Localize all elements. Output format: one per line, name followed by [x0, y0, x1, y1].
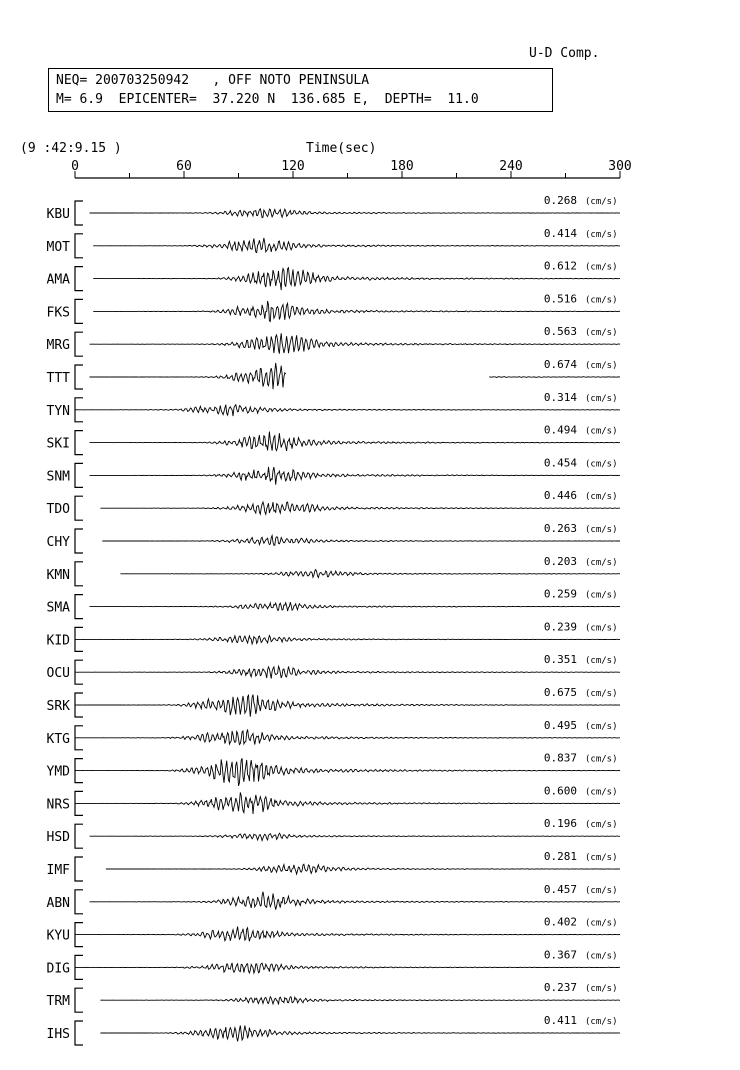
amplitude-unit-label: (cm/s) — [585, 721, 618, 732]
amplitude-unit-label: (cm/s) — [585, 656, 618, 667]
station-label: KID — [46, 633, 70, 649]
waveform-trace — [75, 729, 620, 744]
station-label: FKS — [46, 305, 70, 321]
station-scale-bracket — [75, 299, 83, 323]
peak-amplitude-label: 0.402 — [543, 915, 577, 929]
waveform-trace — [75, 758, 620, 786]
station-scale-bracket — [75, 201, 83, 225]
station-scale-bracket — [75, 463, 83, 487]
station-label: KTG — [46, 731, 70, 747]
station-label: TDO — [46, 502, 70, 518]
waveform-trace — [75, 636, 620, 644]
amplitude-unit-label: (cm/s) — [585, 328, 618, 339]
station-scale-bracket — [75, 234, 83, 258]
station-label: SMA — [46, 600, 70, 616]
station-label: OCU — [46, 666, 70, 682]
station-label: SRK — [46, 699, 70, 714]
station-scale-bracket — [75, 332, 83, 356]
amplitude-unit-label: (cm/s) — [585, 820, 618, 831]
amplitude-unit-label: (cm/s) — [585, 557, 618, 568]
peak-amplitude-label: 0.612 — [543, 259, 577, 273]
station-label: NRS — [46, 797, 70, 813]
station-scale-bracket — [75, 595, 83, 619]
station-label: SKI — [46, 436, 70, 452]
peak-amplitude-label: 0.281 — [543, 850, 577, 863]
station-scale-bracket — [75, 857, 83, 881]
station-label: AMA — [46, 272, 70, 288]
station-label: DIG — [46, 961, 70, 977]
amplitude-unit-label: (cm/s) — [585, 426, 618, 437]
station-label: KBU — [46, 207, 70, 222]
amplitude-unit-label: (cm/s) — [585, 951, 618, 962]
amplitude-unit-label: (cm/s) — [585, 197, 618, 207]
station-label: IHS — [46, 1027, 70, 1042]
waveform-trace — [90, 432, 621, 451]
amplitude-unit-label: (cm/s) — [585, 590, 618, 601]
amplitude-unit-label: (cm/s) — [585, 984, 618, 995]
peak-amplitude-label: 0.196 — [543, 817, 577, 831]
station-label: TYN — [46, 403, 70, 419]
peak-amplitude-label: 0.268 — [543, 194, 577, 207]
waveform-trace — [120, 570, 620, 578]
amplitude-unit-label: (cm/s) — [585, 853, 618, 863]
waveform-trace — [75, 695, 620, 717]
peak-amplitude-label: 0.237 — [543, 981, 577, 995]
peak-amplitude-label: 0.414 — [543, 226, 577, 240]
station-scale-bracket — [75, 988, 83, 1012]
amplitude-unit-label: (cm/s) — [585, 262, 618, 273]
station-label: MOT — [46, 239, 70, 255]
station-label: TRM — [46, 994, 70, 1010]
amplitude-unit-label: (cm/s) — [585, 885, 618, 896]
station-label: CHY — [46, 535, 70, 550]
time-tick-label: 0 — [71, 159, 79, 174]
station-label: KYU — [46, 928, 70, 944]
amplitude-unit-label: (cm/s) — [585, 787, 618, 798]
event-line-1: NEQ= 200703250942 , OFF NOTO PENINSULA — [56, 73, 370, 88]
waveform-trace — [100, 502, 620, 514]
time-tick-label: 300 — [608, 159, 632, 174]
waveform-trace — [75, 927, 620, 942]
peak-amplitude-label: 0.600 — [543, 784, 577, 798]
amplitude-unit-label: (cm/s) — [585, 492, 618, 503]
station-label: TTT — [46, 371, 70, 386]
station-label: IMF — [46, 863, 70, 878]
amplitude-unit-label: (cm/s) — [585, 1017, 618, 1027]
waveform-trace — [90, 892, 621, 910]
amplitude-unit-label: (cm/s) — [585, 459, 618, 470]
amplitude-unit-label: (cm/s) — [585, 754, 618, 765]
time-tick-label: 240 — [499, 159, 523, 174]
station-scale-bracket — [75, 529, 83, 553]
waveform-trace — [90, 333, 621, 353]
amplitude-unit-label: (cm/s) — [585, 689, 618, 699]
station-label: HSD — [46, 830, 70, 846]
waveform-trace — [100, 1026, 620, 1042]
waveform-trace — [75, 792, 620, 814]
peak-amplitude-label: 0.314 — [543, 390, 577, 404]
peak-amplitude-label: 0.203 — [543, 554, 577, 568]
peak-amplitude-label: 0.457 — [543, 882, 577, 896]
peak-amplitude-label: 0.516 — [543, 292, 577, 306]
amplitude-unit-label: (cm/s) — [585, 229, 618, 240]
waveform-trace — [93, 301, 620, 322]
station-label: MRG — [46, 338, 70, 354]
peak-amplitude-label: 0.495 — [543, 718, 577, 732]
peak-amplitude-label: 0.454 — [543, 456, 577, 470]
waveform-trace — [102, 536, 620, 546]
amplitude-unit-label: (cm/s) — [585, 623, 618, 634]
waveform-trace — [90, 363, 621, 389]
waveform-trace — [75, 405, 620, 416]
waveform-trace — [90, 209, 621, 218]
peak-amplitude-label: 0.239 — [543, 620, 577, 634]
peak-amplitude-label: 0.674 — [543, 358, 577, 371]
waveform-trace — [106, 864, 620, 874]
waveform-trace — [90, 467, 621, 485]
peak-amplitude-label: 0.563 — [543, 325, 577, 339]
peak-amplitude-label: 0.263 — [543, 522, 577, 535]
waveform-trace — [93, 268, 620, 290]
waveform-trace — [75, 963, 620, 973]
component-label: U-D Comp. — [529, 46, 600, 61]
peak-amplitude-label: 0.259 — [543, 587, 577, 601]
station-label: SNM — [46, 469, 70, 485]
x-axis-title: Time(sec) — [306, 141, 377, 156]
time-tick-label: 60 — [176, 159, 192, 174]
peak-amplitude-label: 0.675 — [543, 686, 577, 699]
time-tick-label: 180 — [390, 159, 414, 174]
waveform-trace — [93, 238, 620, 253]
station-scale-bracket — [75, 824, 83, 848]
amplitude-unit-label: (cm/s) — [585, 393, 618, 404]
station-scale-bracket — [75, 496, 83, 520]
amplitude-unit-label: (cm/s) — [585, 918, 618, 929]
station-label: KMN — [46, 567, 70, 583]
waveform-trace — [75, 666, 620, 678]
waveform-trace — [100, 997, 620, 1005]
origin-time: (9 :42:9.15 ) — [20, 141, 122, 156]
waveform-trace — [90, 602, 621, 611]
peak-amplitude-label: 0.367 — [543, 948, 577, 962]
amplitude-unit-label: (cm/s) — [585, 525, 618, 535]
station-label: ABN — [46, 895, 70, 911]
peak-amplitude-label: 0.351 — [543, 653, 577, 667]
amplitude-unit-label: (cm/s) — [585, 361, 618, 371]
station-scale-bracket — [75, 431, 83, 455]
peak-amplitude-label: 0.837 — [543, 751, 577, 765]
peak-amplitude-label: 0.411 — [543, 1014, 577, 1027]
time-tick-label: 120 — [281, 159, 305, 174]
event-line-2: M= 6.9 EPICENTER= 37.220 N 136.685 E, DEPTH= 11.0 — [56, 92, 479, 107]
station-scale-bracket — [75, 1021, 83, 1045]
station-scale-bracket — [75, 267, 83, 291]
amplitude-unit-label: (cm/s) — [585, 295, 618, 306]
peak-amplitude-label: 0.494 — [543, 423, 577, 437]
station-scale-bracket — [75, 365, 83, 389]
station-scale-bracket — [75, 562, 83, 586]
peak-amplitude-label: 0.446 — [543, 489, 577, 503]
station-scale-bracket — [75, 890, 83, 914]
waveform-trace — [90, 833, 621, 840]
station-label: YMD — [46, 764, 70, 780]
